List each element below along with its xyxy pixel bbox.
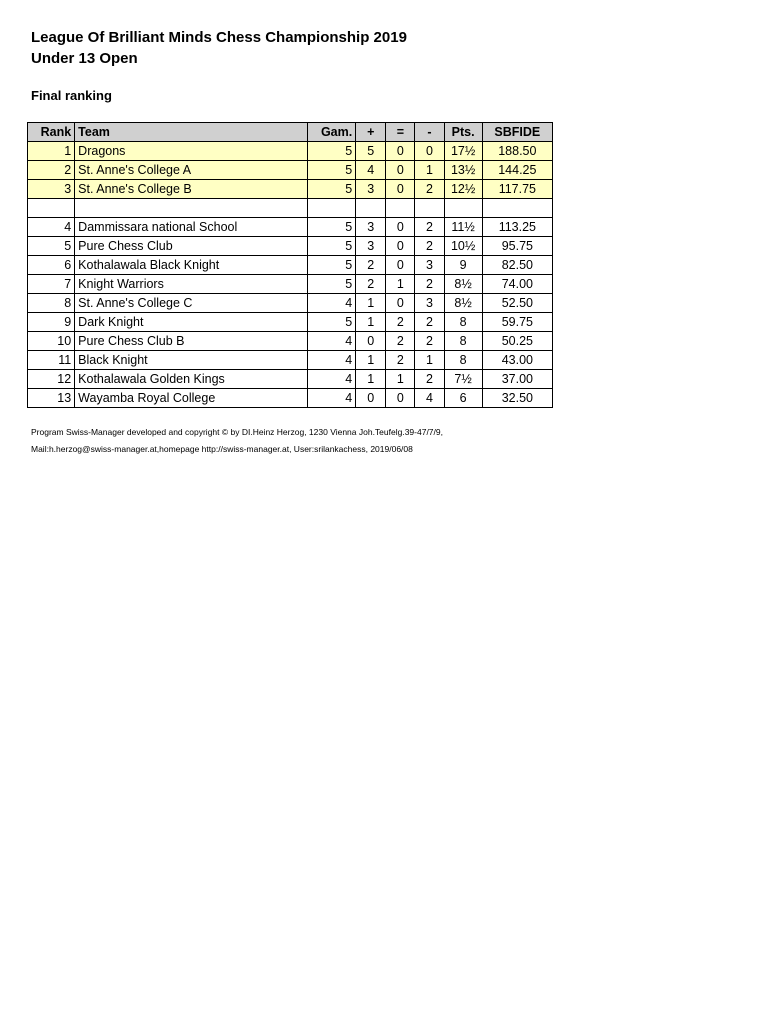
cell-losses: 2 xyxy=(415,275,444,294)
ranking-table xyxy=(27,122,553,408)
cell-team: Dragons xyxy=(75,142,308,161)
col-losses: - xyxy=(415,123,444,142)
cell-rank: 11 xyxy=(28,351,75,370)
cell-losses: 1 xyxy=(415,161,444,180)
empty-cell xyxy=(482,199,552,218)
table-row xyxy=(28,237,553,256)
championship-title: League Of Brilliant Minds Chess Championship 2019 xyxy=(31,29,407,46)
cell-draws: 2 xyxy=(386,351,415,370)
header-row xyxy=(28,123,553,142)
cell-wins: 1 xyxy=(356,294,386,313)
cell-sbfide: 37.00 xyxy=(482,370,552,389)
cell-rank: 8 xyxy=(28,294,75,313)
table-row xyxy=(28,370,553,389)
table-row xyxy=(28,180,553,199)
cell-points: 10½ xyxy=(444,237,482,256)
separator-row xyxy=(28,199,553,218)
cell-draws: 0 xyxy=(386,294,415,313)
cell-sbfide: 43.00 xyxy=(482,351,552,370)
cell-wins: 4 xyxy=(356,161,386,180)
table-row xyxy=(28,256,553,275)
cell-games: 5 xyxy=(308,275,356,294)
cell-draws: 2 xyxy=(386,332,415,351)
cell-points: 6 xyxy=(444,389,482,408)
empty-cell xyxy=(415,199,444,218)
cell-team: Black Knight xyxy=(75,351,308,370)
cell-losses: 1 xyxy=(415,351,444,370)
cell-games: 4 xyxy=(308,351,356,370)
table-row xyxy=(28,389,553,408)
cell-games: 5 xyxy=(308,218,356,237)
cell-games: 4 xyxy=(308,332,356,351)
cell-team: Kothalawala Golden Kings xyxy=(75,370,308,389)
cell-points: 9 xyxy=(444,256,482,275)
cell-games: 4 xyxy=(308,370,356,389)
cell-points: 13½ xyxy=(444,161,482,180)
cell-games: 5 xyxy=(308,237,356,256)
cell-wins: 3 xyxy=(356,218,386,237)
cell-losses: 2 xyxy=(415,313,444,332)
cell-rank: 12 xyxy=(28,370,75,389)
cell-sbfide: 50.25 xyxy=(482,332,552,351)
footer xyxy=(31,424,443,458)
cell-sbfide: 113.25 xyxy=(482,218,552,237)
cell-losses: 2 xyxy=(415,332,444,351)
cell-sbfide: 117.75 xyxy=(482,180,552,199)
cell-wins: 5 xyxy=(356,142,386,161)
cell-draws: 0 xyxy=(386,256,415,275)
cell-team: Pure Chess Club B xyxy=(75,332,308,351)
cell-sbfide: 74.00 xyxy=(482,275,552,294)
table-row xyxy=(28,351,553,370)
col-games: Gam. xyxy=(308,123,356,142)
cell-sbfide: 32.50 xyxy=(482,389,552,408)
cell-points: 17½ xyxy=(444,142,482,161)
cell-rank: 13 xyxy=(28,389,75,408)
table-row xyxy=(28,275,553,294)
cell-draws: 0 xyxy=(386,389,415,408)
table-row xyxy=(28,332,553,351)
cell-wins: 2 xyxy=(356,275,386,294)
empty-cell xyxy=(356,199,386,218)
cell-draws: 0 xyxy=(386,142,415,161)
cell-team: Pure Chess Club xyxy=(75,237,308,256)
cell-sbfide: 188.50 xyxy=(482,142,552,161)
cell-rank: 2 xyxy=(28,161,75,180)
cell-team: St. Anne's College C xyxy=(75,294,308,313)
cell-sbfide: 95.75 xyxy=(482,237,552,256)
col-draws: = xyxy=(386,123,415,142)
cell-rank: 4 xyxy=(28,218,75,237)
cell-wins: 2 xyxy=(356,256,386,275)
table-row xyxy=(28,218,553,237)
cell-sbfide: 52.50 xyxy=(482,294,552,313)
cell-team: Kothalawala Black Knight xyxy=(75,256,308,275)
ranking-body xyxy=(28,142,553,408)
cell-points: 7½ xyxy=(444,370,482,389)
cell-losses: 4 xyxy=(415,389,444,408)
cell-wins: 3 xyxy=(356,180,386,199)
cell-sbfide: 59.75 xyxy=(482,313,552,332)
table-row xyxy=(28,142,553,161)
footer-copyright: Program Swiss-Manager developed and copyright © by DI.Heinz Herzog, 1230 Vienna Joh.Teufelg.39-47/7/9, xyxy=(31,427,443,437)
cell-team: Wayamba Royal College xyxy=(75,389,308,408)
cell-points: 8 xyxy=(444,313,482,332)
table-row xyxy=(28,294,553,313)
col-wins: + xyxy=(356,123,386,142)
cell-games: 4 xyxy=(308,294,356,313)
empty-cell xyxy=(308,199,356,218)
cell-points: 8½ xyxy=(444,294,482,313)
cell-draws: 0 xyxy=(386,218,415,237)
cell-wins: 1 xyxy=(356,370,386,389)
table-row xyxy=(28,161,553,180)
cell-team: St. Anne's College B xyxy=(75,180,308,199)
empty-cell xyxy=(444,199,482,218)
cell-points: 11½ xyxy=(444,218,482,237)
cell-wins: 0 xyxy=(356,389,386,408)
col-team: Team xyxy=(75,123,308,142)
cell-rank: 5 xyxy=(28,237,75,256)
cell-draws: 2 xyxy=(386,313,415,332)
cell-losses: 2 xyxy=(415,218,444,237)
cell-wins: 3 xyxy=(356,237,386,256)
cell-draws: 1 xyxy=(386,275,415,294)
table-row xyxy=(28,313,553,332)
cell-points: 8 xyxy=(444,351,482,370)
empty-cell xyxy=(28,199,75,218)
cell-losses: 3 xyxy=(415,294,444,313)
cell-team: Dammissara national School xyxy=(75,218,308,237)
cell-games: 5 xyxy=(308,142,356,161)
page-title xyxy=(31,27,407,69)
cell-wins: 1 xyxy=(356,313,386,332)
cell-rank: 9 xyxy=(28,313,75,332)
col-points: Pts. xyxy=(444,123,482,142)
cell-rank: 7 xyxy=(28,275,75,294)
cell-rank: 3 xyxy=(28,180,75,199)
cell-sbfide: 144.25 xyxy=(482,161,552,180)
cell-wins: 0 xyxy=(356,332,386,351)
cell-points: 8 xyxy=(444,332,482,351)
cell-games: 4 xyxy=(308,389,356,408)
cell-losses: 2 xyxy=(415,237,444,256)
cell-games: 5 xyxy=(308,180,356,199)
cell-wins: 1 xyxy=(356,351,386,370)
cell-losses: 2 xyxy=(415,180,444,199)
cell-team: Dark Knight xyxy=(75,313,308,332)
cell-losses: 3 xyxy=(415,256,444,275)
empty-cell xyxy=(386,199,415,218)
cell-draws: 1 xyxy=(386,370,415,389)
cell-games: 5 xyxy=(308,256,356,275)
category-title: Under 13 Open xyxy=(31,50,138,67)
cell-draws: 0 xyxy=(386,180,415,199)
cell-points: 12½ xyxy=(444,180,482,199)
cell-team: Knight Warriors xyxy=(75,275,308,294)
cell-team: St. Anne's College A xyxy=(75,161,308,180)
section-label: Final ranking xyxy=(31,88,112,103)
col-sbfide: SBFIDE xyxy=(482,123,552,142)
cell-draws: 0 xyxy=(386,161,415,180)
cell-rank: 10 xyxy=(28,332,75,351)
cell-games: 5 xyxy=(308,313,356,332)
cell-rank: 1 xyxy=(28,142,75,161)
col-rank: Rank xyxy=(28,123,75,142)
cell-draws: 0 xyxy=(386,237,415,256)
cell-rank: 6 xyxy=(28,256,75,275)
cell-games: 5 xyxy=(308,161,356,180)
cell-sbfide: 82.50 xyxy=(482,256,552,275)
cell-points: 8½ xyxy=(444,275,482,294)
footer-contact: Mail:h.herzog@swiss-manager.at,homepage http://swiss-manager.at, User:srilankachess, 2019/06/08 xyxy=(31,444,413,454)
empty-cell xyxy=(75,199,308,218)
cell-losses: 2 xyxy=(415,370,444,389)
cell-losses: 0 xyxy=(415,142,444,161)
